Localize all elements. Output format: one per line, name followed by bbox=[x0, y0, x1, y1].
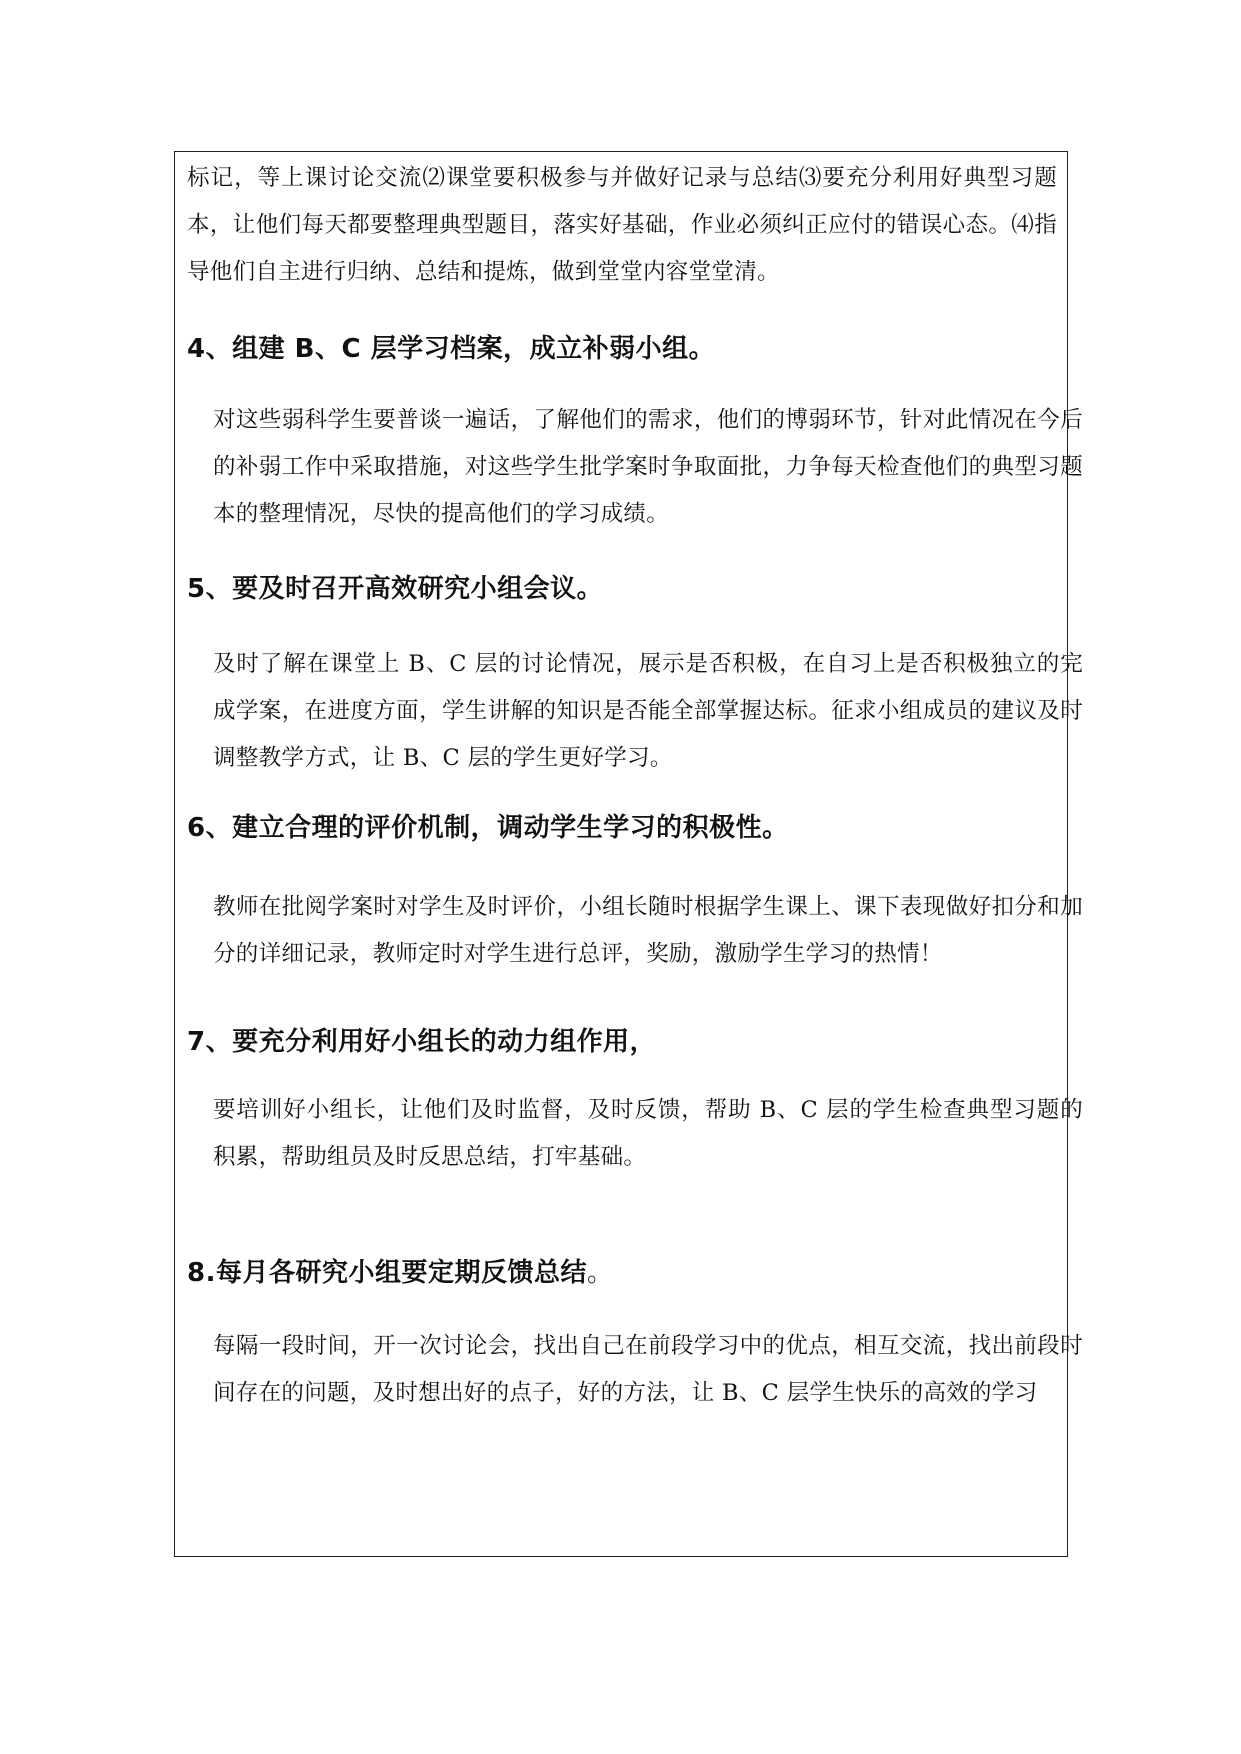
section-8-heading-tail: 。 bbox=[586, 1258, 614, 1288]
section-6-body: 教师在批阅学案时对学生及时评价，小组长随时根据学生课上、课下表现做好扣分和加分的详细记录，教师定时对学生进行总评，奖励，激励学生学习的热情！ bbox=[213, 894, 1083, 967]
section-7-body: 要培训好小组长，让他们及时监督，及时反馈，帮助 B、C 层的学生检查典型习题的积累，帮助组员及时反思总结，打牢基础。 bbox=[213, 1097, 1083, 1170]
section-4-heading: 4、组建 B、C 层学习档案，成立补弱小组。 bbox=[187, 334, 716, 364]
section-8-heading bbox=[187, 1255, 1057, 1291]
section-7-heading: 7、要充分利用好小组长的动力组作用， bbox=[187, 1027, 657, 1057]
document-frame bbox=[174, 151, 1083, 1557]
section-8-body: 每隔一段时间，开一次讨论会，找出自己在前段学习中的优点，相互交流，找出前段时间存在的问题，及时想出好的点子，好的方法，让 B、C 层学生快乐的高效的学习 bbox=[213, 1333, 1083, 1406]
intro-paragraph: 标记，等上课讨论交流⑵课堂要积极参与并做好记录与总结⑶要充分利用好典型习题本，让他们每天都要整理典型题目，落实好基础，作业必须纠正应付的错误心态。⑷指导他们自主进行归纳、总结和提炼，做到堂堂内容堂堂清。 bbox=[187, 165, 1057, 285]
section-6-heading: 6、建立合理的评价机制，调动学生学习的积极性。 bbox=[187, 813, 789, 843]
section-5-heading: 5、要及时召开高效研究小组会议。 bbox=[187, 574, 604, 604]
section-4-body: 对这些弱科学生要普谈一遍话，了解他们的需求，他们的博弱环节，针对此情况在今后的补弱工作中采取措施，对这些学生批学案时争取面批，力争每天检查他们的典型习题本的整理情况，尽快的提高他们的学习成绩。 bbox=[213, 407, 1083, 527]
section-8-heading-main: 8.每月各研究小组要定期反馈总结 bbox=[187, 1258, 587, 1288]
section-5-body: 及时了解在课堂上 B、C 层的讨论情况，展示是否积极，在自习上是否积极独立的完成学案，在进度方面，学生讲解的知识是否能全部掌握达标。征求小组成员的建议及时调整教学方式，让 B、C 层的学生更好学习。 bbox=[213, 651, 1083, 771]
